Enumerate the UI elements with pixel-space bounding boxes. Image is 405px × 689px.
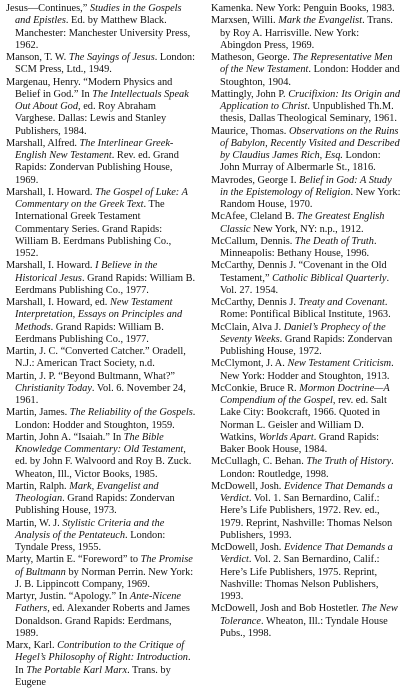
bibliography-page xyxy=(6,3,401,688)
bibliography-entry: McDowell, Josh and Bob Hostetler. The New Tolerance. Wheaton, Ill.: Tyndale House Pubs., 1998. xyxy=(211,603,398,639)
bibliography-entry: McClain, Alva J. Daniel’s Prophecy of the Seventy Weeks. Grand Rapids: Zondervan Publishing House, 1972. xyxy=(211,321,393,357)
bibliography-entry: McAfee, Cleland B. The Greatest English Classic New York, NY: n.p., 1912. xyxy=(211,211,385,235)
bibliography-entry: Marx, Karl. Contribution to the Critique of Hegel’s Philosophy of Right: Introduction. In The Portable Karl Marx. Trans. by Eugene xyxy=(6,640,191,688)
bibliography-entry: McCarthy, Dennis J. Treaty and Covenant. Rome: Pontifical Biblical Institute, 1963. xyxy=(211,297,391,321)
bibliography-entry: McCarthy, Dennis J. “Covenant in the Old Testament,” Catholic Biblical Quarterly. Vol. 27. 1954. xyxy=(211,260,390,296)
bibliography-entry: McDowell, Josh. Evidence That Demands a Verdict. Vol. 1. San Bernardino, Calif.: Here’s Life Publishers, 1972. Rev. ed., 1979. Reprint, Nashville: Thomas Nelson Publishers, 1993. xyxy=(211,480,393,541)
bibliography-entry: Marshall, I. Howard. The Gospel of Luke: A Commentary on the Greek Text. The International Greek Testament Commentary Series. Grand Rapids: William B. Eerdmans Publishing Co., 1952. xyxy=(6,186,188,259)
bibliography-entry: Mavrodes, George I. Belief in God: A Study in the Epistemology of Religion. New York: Random House, 1970. xyxy=(211,174,401,210)
bibliography-entry: Marshall, I. Howard, ed. New Testament Interpretation, Essays on Principles and Methods. Grand Rapids: William B. Eerdmans Publishing Co., 1977. xyxy=(6,297,183,345)
bibliography-entry: McCallum, Dennis. The Death of Truth. Minneapolis: Bethany House, 1996. xyxy=(211,235,377,259)
bibliography-entry: Martyr, Justin. “Apology.” In Ante-Nicene Fathers, ed. Alexander Roberts and James Donaldson. Grand Rapids: Eerdmans, 1989. xyxy=(6,591,190,639)
bibliography-entry: Margenau, Henry. “Modern Physics and Belief in God.” In The Intellectuals Speak Out About God, ed. Roy Abraham Varghese. Dallas: Lewis and Stanley Publishers, 1984. xyxy=(6,76,189,137)
bibliography-entry: McConkie, Bruce R. Mormon Doctrine—A Compendium of the Gospel, rev. ed. Salt Lake City: Bookcraft, 1966. Quoted in Norman L. Geisler and William D. Watkins, Worlds Apart. Grand Rapids: Baker Book House, 1984. xyxy=(211,382,390,455)
bibliography-entry: Marty, Martin E. “Foreword” to The Promise of Bultmann by Norman Perrin. New York: J. B. Lippincott Company, 1969. xyxy=(6,554,194,590)
bibliography-entry: Maurice, Thomas. Observations on the Ruins of Babylon, Recently Visited and Described by Claudius James Rich, Esq. London: John Murray of Albermarle St., 1816. xyxy=(211,125,400,174)
bibliography-entry: Kamenka. New York: Penguin Books, 1983. xyxy=(211,3,395,14)
bibliography-entry: Martin, W. J. Stylistic Criteria and the Analysis of the Pentateuch. London: Tyndale Press, 1955. xyxy=(6,517,166,553)
bibliography-entry: Marshall, I. Howard. I Believe in the Historical Jesus. Grand Rapids: William B. Eerdmans Publishing Co., 1977. xyxy=(6,260,196,296)
bibliography-entry: Martin, J. C. “Converted Catcher.” Oradell, N.J.: American Tract Society, n.d. xyxy=(6,346,186,370)
bibliography-entry: Martin, John A. “Isaiah.” In The Bible Knowledge Commentary: Old Testament, ed. by John F. Walvoord and Roy B. Zuck. Wheaton, Ill., Victor Books, 1985. xyxy=(6,431,192,480)
bibliography-entry: Martin, J. P. “Beyond Bultmann, What?” Christianity Today. Vol. 6. November 24, 1961. xyxy=(6,370,186,406)
bibliography-entry: McDowell, Josh. Evidence That Demands a Verdict. Vol. 2. San Bernardino, Calif.: Here’s Life Publishers, 1975. Reprint, Nashville: Thomas Nelson Publishers, 1993. xyxy=(211,542,393,602)
bibliography-entry: Martin, Ralph. Mark, Evangelist and Theologian. Grand Rapids: Zondervan Publishing House, 1973. xyxy=(6,480,175,517)
bibliography-entry: Matheson, George. The Representative Men of the New Testament. London: Hodder and Stoughton, 1904. xyxy=(211,52,400,88)
bibliography-entry: Marxsen, Willi. Mark the Evangelist. Trans. by Roy A. Harrisville. New York: Abingdon Press, 1969. xyxy=(211,15,393,51)
bibliography-entry: Jesus—Continues,” Studies in the Gospels and Epistles. Ed. by Matthew Black. Manchester: Manchester University Press, 1962. xyxy=(6,3,191,51)
bibliography-entry: Martin, James. The Reliability of the Gospels. London: Hodder and Stoughton, 1959. xyxy=(6,407,196,431)
bibliography-right-column xyxy=(211,3,401,640)
bibliography-entry: Marshall, Alfred. The Interlinear Greek-English New Testament. Rev. ed. Grand Rapids: Zondervan Publishing House, 1969. xyxy=(6,137,179,186)
bibliography-entry: Manson, T. W. The Sayings of Jesus. London: SCM Press, Ltd., 1949. xyxy=(6,52,195,76)
bibliography-entry: McClymont, J. A. New Testament Criticism. New York: Hodder and Stoughton, 1913. xyxy=(211,358,394,382)
bibliography-entry: Mattingly, John P. Crucifixion: Its Origin and Application to Christ. Unpublished Th.M. thesis, Dallas Theological Seminary, 1961. xyxy=(211,88,400,125)
bibliography-entry: McCullagh, C. Behan. The Truth of History. London: Routledge, 1998. xyxy=(211,456,394,480)
bibliography-left-column xyxy=(6,3,197,689)
